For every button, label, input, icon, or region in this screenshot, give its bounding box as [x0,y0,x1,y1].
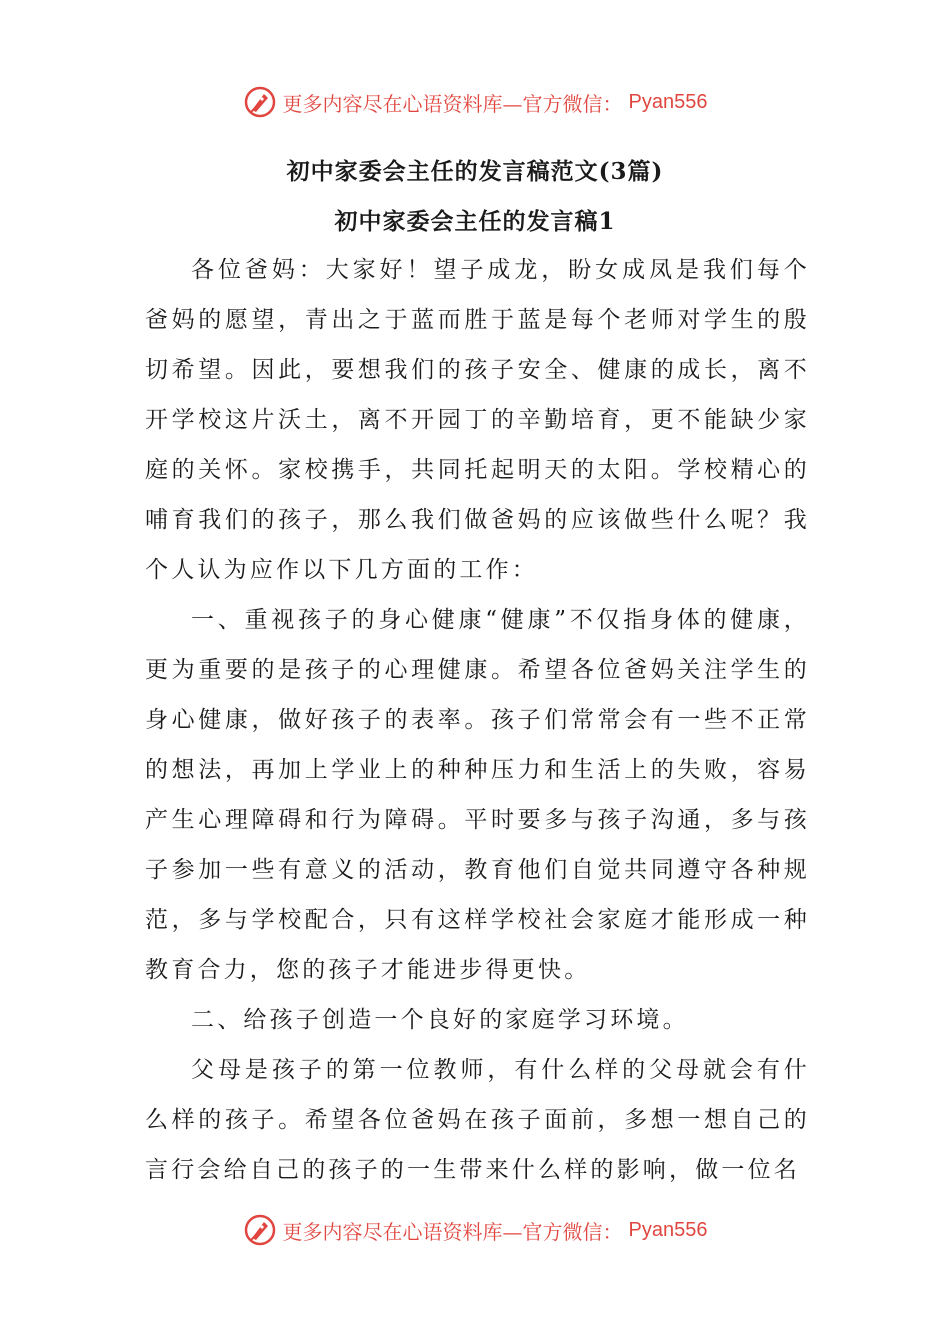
paragraph-parents: 父母是孩子的第一位教师，有什么样的父母就会有什么样的孩子。希望各位爸妈在孩子面前，多想一想自己的言行会给自己的孩子的一生带来什么样的影响，做一位名 [145,1057,810,1183]
paragraph-greeting: 各位爸妈：大家好！望子成龙，盼女成凤是我们每个爸妈的愿望，青出之于蓝而胜于蓝是每个老师对学生的殷切希望。因此，要想我们的孩子安全、健康的成长，离不开学校这片沃土，离不开园丁的辛勤培育，更不能缺少家庭的关怀。家校携手，共同托起明天的太阳。学校精心的哺育我们的孩子，那么我们做爸妈的应该做些什么呢？我个人认为应作以下几方面的工作： [145,257,810,583]
paragraph-health: 一、重视孩子的身心健康“健康”不仅指身体的健康，更为重要的是孩子的心理健康。希望各位爸妈关注学生的身心健康，做好孩子的表率。孩子们常常会有一些不正常的想法，再加上学业上的种种压力和生活上的失败，容易产生心理障碍和行为障碍。平时要多与孩子沟通，多与孩子参加一些有意义的活动，教育他们自觉共同遵守各种规范，多与学校配合，只有这样学校社会家庭才能形成一种教育合力，您的孩子才能进步得更快。 [145,607,810,983]
document-body [145,245,810,1195]
watermark-handle: Pyan556 [628,90,708,113]
watermark-text: 更多内容尽在心语资料库—官方微信： [282,1219,623,1244]
pen-nib-logo-icon [243,85,277,119]
document-title: 初中家委会主任的发言稿范文(3篇) [286,158,664,185]
header-watermark [0,82,950,122]
paragraph-environment-heading: 二、给孩子创造一个良好的家庭学习环境。 [191,1007,689,1033]
watermark-text: 更多内容尽在心语资料库—官方微信： [282,91,623,116]
watermark-handle: Pyan556 [628,1218,708,1241]
document-subtitle: 初中家委会主任的发言稿1 [334,208,616,235]
pen-nib-logo-icon [243,1213,277,1247]
footer-watermark [0,1210,950,1250]
